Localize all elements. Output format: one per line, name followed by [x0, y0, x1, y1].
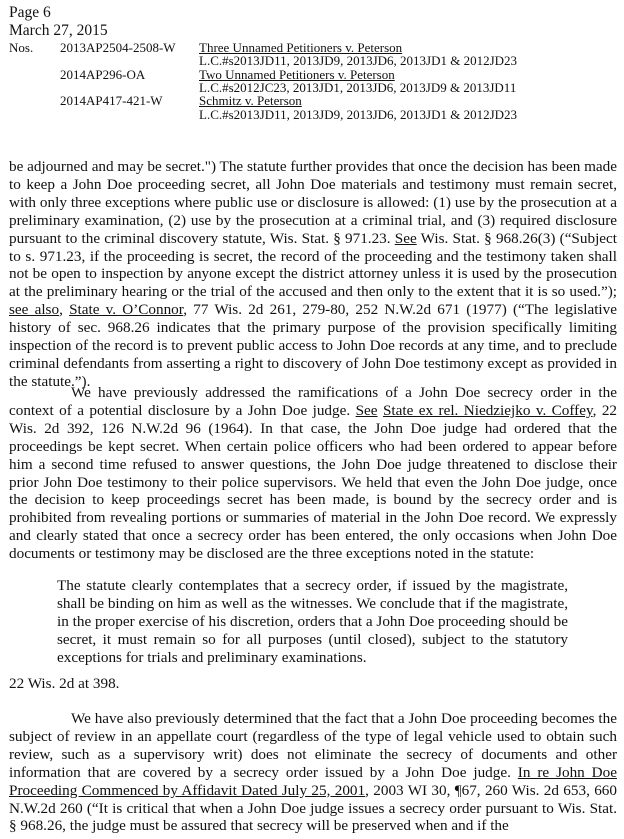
text-run: We have previously addressed the ramifications of a John Doe secrecy order in the context of a potential disclosure by a John Doe judge. [9, 384, 617, 419]
text-run: be adjourned and may be secret.") The statute further provides that once the decision has been made to keep a John Doe proceeding secret, all John Doe materials and testimony must remain secret, with only three exceptions where public use or disclosure is allowed: (1) use by the prosecution at a preliminary examination, (2) use by the prosecution at a criminal trial, and (3) required disclosure pursuant to the criminal discovery statute, Wis. Stat. § 971.23. [9, 158, 617, 247]
page-number: Page 6 [9, 4, 51, 21]
case-citation: State v. O’Connor [69, 301, 184, 319]
text-run: , [59, 301, 70, 319]
text-run: We have also previously determined that the fact that a John Doe proceeding becomes the subject of review in an appellate court (regardless of the type of legal vehicle used to obtain such review, such as a supervisory writ) does not eliminate the secrecy of documents and other information that are covered by a secrecy order issued by a John Doe judge. [9, 710, 617, 781]
docket-number: 2014AP417-421-W [60, 93, 163, 109]
text-run: , 77 Wis. 2d 261, 279-80, 252 N.W.2d 671 (1977) (“The legislative history of sec. 968.26 indicates that the primary purpose of the provision specifically limiting inspection of the record is to prevent public access to John Doe records at any time, and to preclude criminal defendants from asserting a right to discovery of John Doe testimony except as provided in the statute.”). [9, 301, 617, 390]
signal-see-also: see also [9, 301, 60, 319]
case-name: Two Unnamed Petitioners v. Peterson [199, 66, 395, 82]
text-run: , 22 Wis. 2d 392, 126 N.W.2d 96 (1964). In that case, the John Doe judge had ordered that the proceedings be kept secret. When certain police officers who had been ordered to appear before him a second time refused to answer questions, the John Doe judge threatened to disclose their prior John Doe testimony to their police supervisors. We held that even the John Doe judge, once the decision to keep proceedings secret has been made, is bound by the secrecy order and is prohibited from revealing portions or summaries of material in the John Doe record. We expressly and clearly stated that once a secrecy order has been entered, the only occasions when John Doe documents or testimony may be disclosed are the three exceptions noted in the statute: [9, 401, 618, 563]
paragraph-appellate-review [9, 710, 617, 835]
lower-court-numbers: L.C.#s2012JC23, 2013JD1, 2013JD6, 2013JD9 & 2013JD11 [199, 80, 517, 95]
paragraph-statute-exceptions [9, 158, 617, 391]
pin-cite: 22 Wis. 2d at 398. [9, 675, 120, 692]
case-citation: State ex rel. Niedziejko v. Coffey [382, 401, 593, 419]
case-caption [199, 41, 517, 68]
case-caption [199, 94, 517, 121]
text-run: , 2003 WI 30, ¶67, 260 Wis. 2d 653, 660 N.W.2d 260 (“It is critical that when a John Doe judge issues a secrecy order pursuant to Wis. Stat. § 968.26, the judge must be assured that secrecy will be preserved when and if the [9, 781, 617, 835]
case-citation: In re John Doe Proceeding Commenced by Affidavit Dated July 25, 2001 [9, 763, 617, 799]
signal-see: See [394, 229, 417, 247]
block-quote: The statute clearly contemplates that a secrecy order, if issued by the magistrate, shall be binding on him as well as the witnesses. We conclude that if the magistrate, in the proper exercise of his discretion, orders that a John Doe proceeding should be secret, it must remain so for all purposes (until closed), subject to the statutory exceptions for trials and preliminary examinations. [57, 577, 568, 666]
docket-number: 2014AP296-OA [60, 66, 146, 82]
case-name: Schmitz v. Peterson [199, 93, 302, 109]
text-run: Wis. Stat. § 968.26(3) (“Subject to s. 971.23, if the proceeding is secret, the record of the proceeding and the testimony taken shall not be open to inspection by anyone except the district attorney unless it is used by the prosecution at the preliminary hearing or the trial of the accused and then only to the extent that it is so used.”); [9, 229, 617, 301]
case-caption [199, 68, 516, 95]
docket-number: 2013AP2504-2508-W [60, 40, 176, 55]
lower-court-numbers: L.C.#s2013JD11, 2013JD9, 2013JD6, 2013JD1 & 2012JD23 [199, 106, 518, 122]
case-name: Three Unnamed Petitioners v. Peterson [199, 40, 403, 55]
lower-court-numbers: L.C.#s2013JD11, 2013JD9, 2013JD6, 2013JD1 & 2012JD23 [199, 53, 518, 69]
signal-see: See [355, 401, 378, 419]
nos-label: Nos. [9, 40, 34, 55]
paragraph-niedziejko [9, 384, 617, 563]
letter-date: March 27, 2015 [9, 22, 108, 39]
